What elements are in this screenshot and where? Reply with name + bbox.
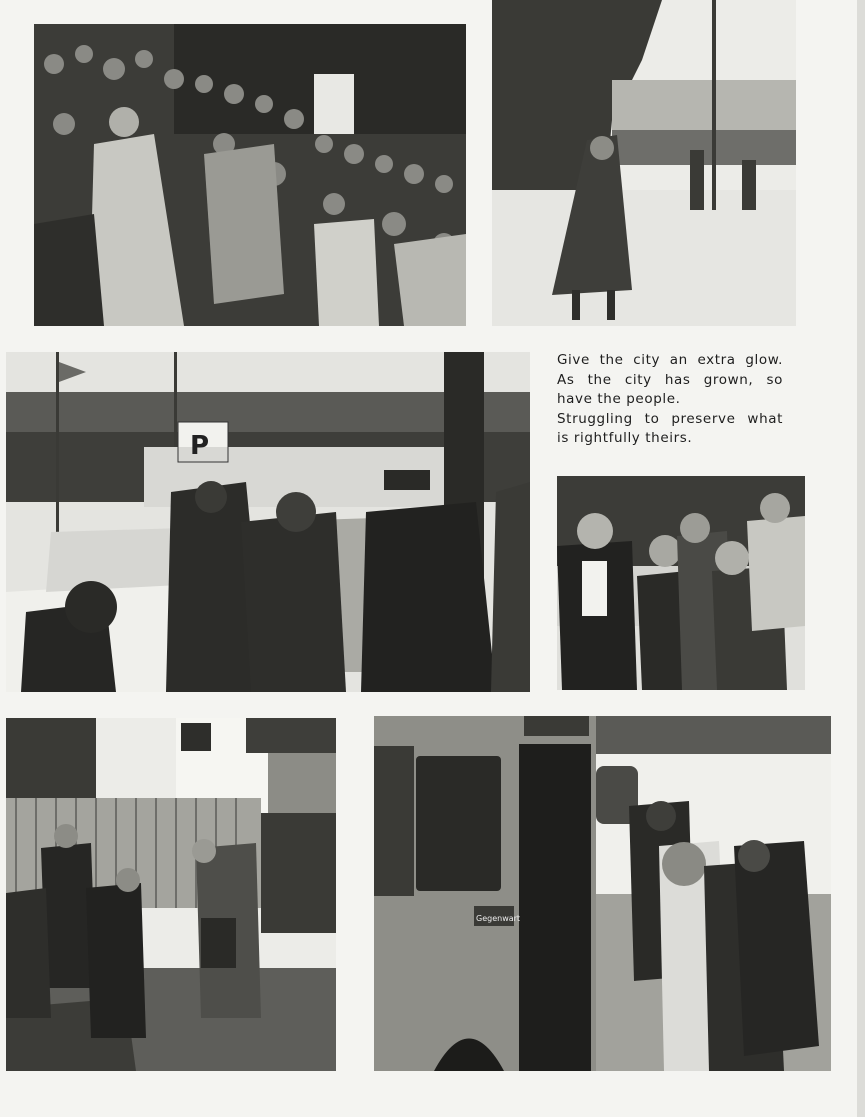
photo-plaza-figure bbox=[492, 0, 796, 326]
caption-line-5: is rightfully theirs. bbox=[557, 430, 693, 446]
photo-crowd-cars bbox=[6, 352, 530, 692]
caption-line-1: Give the city an extra glow. bbox=[557, 352, 783, 368]
caption-line-3: have the people. bbox=[557, 391, 681, 407]
photo-bus bbox=[374, 716, 831, 1071]
page-edge bbox=[857, 0, 865, 1117]
parking-sign: P bbox=[190, 431, 210, 461]
bus-destination-sign: Gegenwart bbox=[476, 914, 521, 923]
caption bbox=[557, 351, 783, 449]
photo-workers-fence bbox=[6, 718, 336, 1071]
photo-stadium-crowd bbox=[34, 24, 466, 326]
caption-line-2: As the city has grown, so bbox=[557, 371, 783, 388]
caption-line-4: Struggling to preserve what bbox=[557, 410, 783, 427]
photo-smiling-group bbox=[557, 476, 805, 690]
